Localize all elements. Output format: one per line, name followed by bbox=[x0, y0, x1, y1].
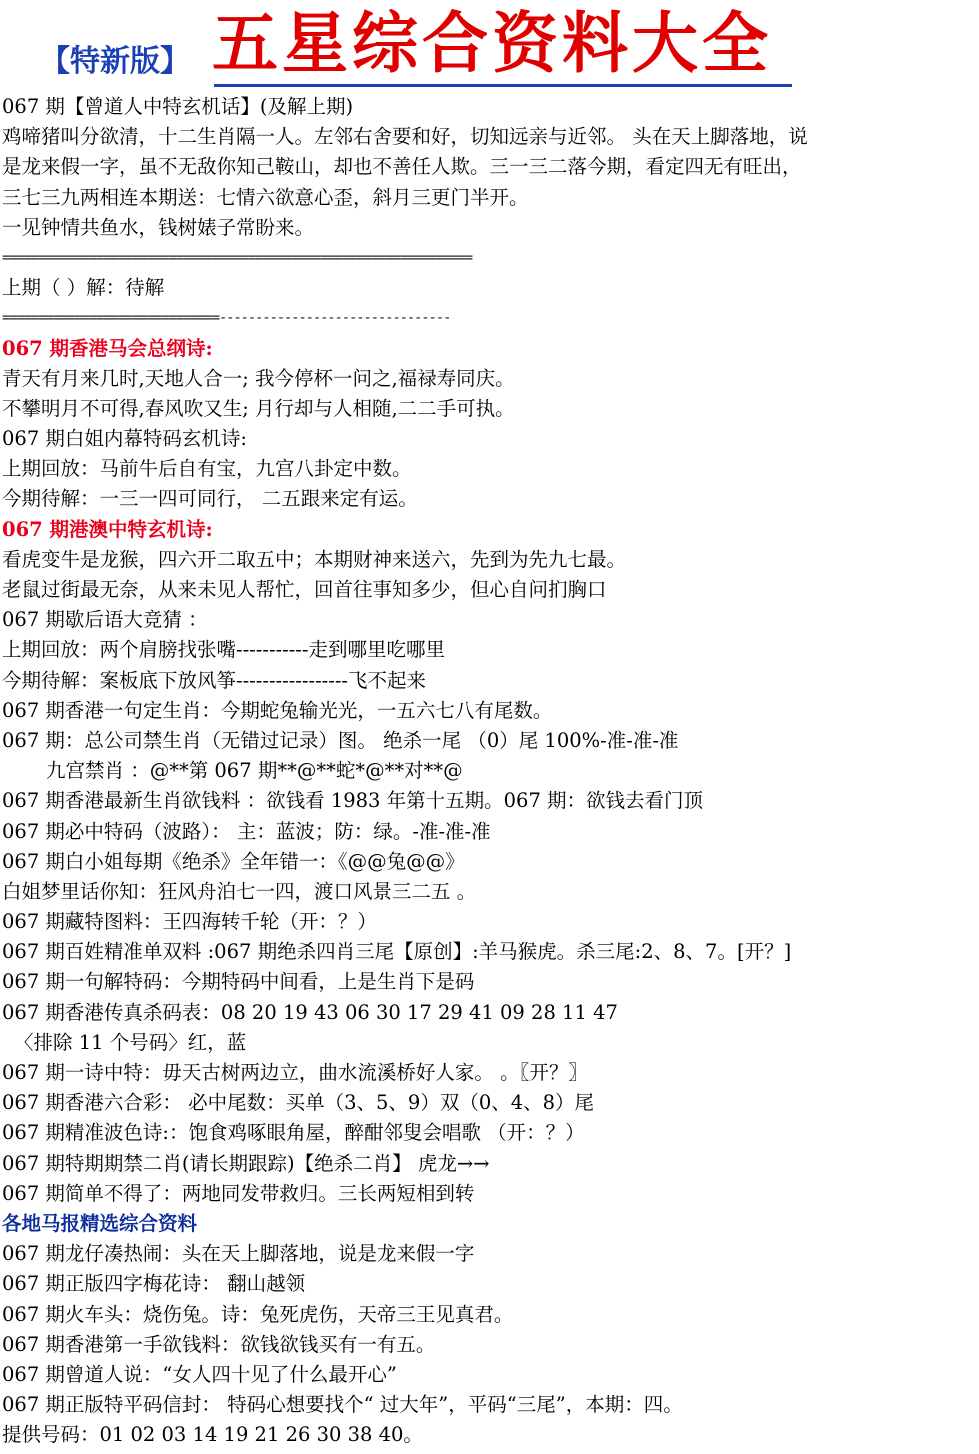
text-line: 067 期香港最新生肖欲钱料 ：欲钱看 1983 年第十五期。067 期：欲钱去看门顶 bbox=[2, 789, 704, 813]
edition-label: 【特新版】 bbox=[40, 44, 190, 79]
text-line: 067 期百姓精准单双料 :067 期绝杀四肖三尾【原创】:羊马猴虎。杀三尾:2、8、7。[开？] bbox=[2, 940, 792, 964]
text-line: 067 期一句解特码：今期特码中间看，上是生肖下是码 bbox=[2, 970, 475, 994]
text-line: 九宫禁肖 ：@**第 067 期**@**蛇*@**对**@ bbox=[46, 759, 463, 783]
text-line: 067 期香港一句定生肖：今期蛇兔输光光，一五六七八有尾数。 bbox=[2, 698, 553, 722]
text-line: 067 期香港六合彩： 必中尾数：买单（3、5、9）双（0、4、8）尾 bbox=[2, 1091, 595, 1115]
header bbox=[0, 0, 979, 96]
text-line: 今期待解：案板底下放风筝-----------------飞不起来 bbox=[2, 668, 427, 692]
text-line: 青天有月来几时,天地人合一; 我今停杯一问之,福禄寿同庆。 bbox=[2, 366, 515, 390]
text-line: 鸡啼猪叫分欲清，十二生肖隔一人。左邻右舍要和好，切知远亲与近邻。 头在天上脚落地，说 bbox=[2, 125, 808, 149]
text-line: 067 期必中特码（波路）： 主：蓝波；防：绿。-准-准-准 bbox=[2, 819, 491, 843]
text-line: 不攀明月不可得,春风吹又生; 月行却与人相随,二二手可执。 bbox=[2, 396, 515, 420]
text-line: 067 期简单不得了：两地同发带救归。三长两短相到转 bbox=[2, 1181, 475, 1205]
text-line: 067 期歇后语大竞猜 ： bbox=[2, 608, 208, 632]
text-line: 今期待解：一三一四可同行， 二五跟来定有运。 bbox=[2, 487, 418, 511]
text-line: 067 期曾道人说：“女人四十见了什么最开心” bbox=[2, 1362, 397, 1386]
text-line: 上期回放：两个肩膀找张嘴-----------走到哪里吃哪里 bbox=[2, 638, 445, 662]
page-title: 五星综合资料大全 bbox=[212, 4, 772, 82]
text-line: 〈排除 11 个号码〉红，蓝 bbox=[14, 1030, 247, 1054]
text-line: 067 期正版四字梅花诗： 翻山越领 bbox=[2, 1272, 306, 1296]
separator-line: ================================================================= bbox=[2, 249, 472, 266]
text-line: 白姐梦里话你知：狂风舟泊七一四，渡口风景三二五 。 bbox=[2, 879, 477, 903]
text-line: 067 期龙仔凑热闹：头在天上脚落地，说是龙来假一字 bbox=[2, 1242, 475, 1266]
text-line: 是龙来假一字，虽不无敌你知己鞍山，却也不善任人欺。三一三二落今期，看定四无有旺出， bbox=[2, 155, 802, 179]
text-line: 上期回放：马前牛后自有宝，九宫八卦定中数。 bbox=[2, 457, 412, 481]
section-heading: 067 期香港马会总纲诗: bbox=[2, 336, 213, 360]
text-line: 老鼠过街最无奈，从来未见人帮忙，回首往事知多少，但心自问扪胸口 bbox=[2, 578, 607, 601]
text-line: 067 期正版特平码信封： 特码心想要找个“ 过大年”，平码“三尾”，本期：四。 bbox=[2, 1393, 683, 1417]
text-line: 067 期【曾道人中特玄机话】(及解上期) bbox=[2, 95, 354, 118]
section-heading: 各地马报精选综合资料 bbox=[2, 1211, 198, 1235]
text-line: 一见钟情共鱼水，钱树婊子常盼来。 bbox=[2, 215, 315, 239]
text-line: 067 期藏特图料：王四海转千轮（开：？） bbox=[2, 910, 377, 934]
text-line: 看虎变牛是龙猴，四六开二取五中；本期财神来送六，先到为先九七最。 bbox=[2, 547, 627, 571]
document-body bbox=[2, 92, 977, 1450]
text-line: 067 期特期期禁二肖(请长期跟踪)【绝杀二肖】 虎龙→→ bbox=[2, 1151, 490, 1175]
text-line: 067 期：总公司禁生肖（无错过记录）图。 绝杀一尾 （0）尾 100%-准-准-准 bbox=[2, 728, 679, 752]
section-heading: 067 期港澳中特玄机诗: bbox=[2, 517, 213, 541]
title-underline bbox=[214, 84, 792, 87]
separator-line: ==============================-------------------------------- bbox=[2, 310, 451, 327]
text-line: 067 期火车头：烧伤兔。诗：兔死虎伤，天帝三王见真君。 bbox=[2, 1302, 514, 1326]
text-line: 067 期香港第一手欲钱料：欲钱欲钱买有一有五。 bbox=[2, 1332, 436, 1356]
text-line: 067 期精准波色诗:：饱食鸡啄眼角屋，醉酣邻叟会唱歌 （开：？） bbox=[2, 1121, 585, 1145]
text-line: 067 期一诗中特：毋天古树两边立，曲水流溪桥好人家。 。〖开？〗 bbox=[2, 1061, 588, 1084]
text-line: 067 期白小姐每期《绝杀》全年错一：《@@兔@@》 bbox=[2, 849, 465, 873]
text-line: 067 期香港传真杀码表：08 20 19 43 06 30 17 29 41 09 28 11 47 bbox=[2, 1000, 618, 1024]
text-line: 提供号码：01 02 03 14 19 21 26 30 38 40。 bbox=[2, 1423, 423, 1447]
text-line: 三七三九两相连本期送：七情六欲意心歪，斜月三更门半开。 bbox=[2, 185, 529, 209]
text-line: 上期（ ）解：待解 bbox=[2, 276, 165, 300]
text-line: 067 期白姐内幕特码玄机诗: bbox=[2, 427, 247, 451]
